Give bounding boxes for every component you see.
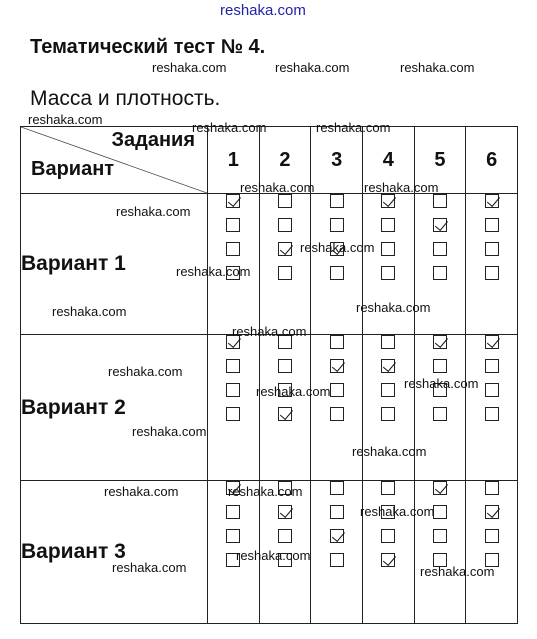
empty-checkbox[interactable]	[381, 242, 395, 256]
watermark: reshaka.com	[360, 504, 435, 519]
watermark: reshaka.com	[232, 324, 307, 339]
empty-checkbox[interactable]	[330, 553, 344, 567]
watermark: reshaka.com	[400, 60, 475, 75]
empty-checkbox[interactable]	[226, 359, 240, 373]
task-header: 2	[259, 127, 311, 194]
task-header: 4	[362, 127, 414, 194]
watermark-top: reshaka.com	[220, 2, 306, 19]
empty-checkbox[interactable]	[226, 529, 240, 543]
checked-checkbox[interactable]	[381, 359, 395, 373]
empty-checkbox[interactable]	[278, 266, 292, 280]
watermark: reshaka.com	[132, 424, 207, 439]
empty-checkbox[interactable]	[278, 529, 292, 543]
checked-checkbox[interactable]	[433, 335, 447, 349]
empty-checkbox[interactable]	[485, 266, 499, 280]
answer-cell	[259, 194, 311, 335]
checked-checkbox[interactable]	[381, 553, 395, 567]
watermark: reshaka.com	[104, 484, 179, 499]
empty-checkbox[interactable]	[381, 218, 395, 232]
header-variant-label: Вариант	[31, 158, 115, 180]
variant-label: Вариант 1	[21, 194, 208, 335]
empty-checkbox[interactable]	[433, 529, 447, 543]
empty-checkbox[interactable]	[433, 194, 447, 208]
task-header: 3	[311, 127, 363, 194]
checked-checkbox[interactable]	[278, 505, 292, 519]
empty-checkbox[interactable]	[330, 266, 344, 280]
empty-checkbox[interactable]	[226, 218, 240, 232]
checked-checkbox[interactable]	[485, 335, 499, 349]
empty-checkbox[interactable]	[278, 359, 292, 373]
page-subtitle: Масса и плотность.	[30, 87, 221, 110]
empty-checkbox[interactable]	[485, 481, 499, 495]
watermark: reshaka.com	[112, 560, 187, 575]
empty-checkbox[interactable]	[330, 335, 344, 349]
answer-cell	[466, 335, 518, 481]
watermark: reshaka.com	[52, 304, 127, 319]
checked-checkbox[interactable]	[433, 481, 447, 495]
watermark: reshaka.com	[275, 60, 350, 75]
watermark: reshaka.com	[240, 180, 315, 195]
empty-checkbox[interactable]	[485, 383, 499, 397]
empty-checkbox[interactable]	[226, 407, 240, 421]
checked-checkbox[interactable]	[278, 242, 292, 256]
empty-checkbox[interactable]	[381, 481, 395, 495]
checked-checkbox[interactable]	[485, 194, 499, 208]
empty-checkbox[interactable]	[381, 266, 395, 280]
variant-label: Вариант 3	[21, 481, 208, 624]
answer-cell	[311, 194, 363, 335]
watermark: reshaka.com	[108, 364, 183, 379]
watermark: reshaka.com	[176, 264, 251, 279]
empty-checkbox[interactable]	[330, 481, 344, 495]
empty-checkbox[interactable]	[330, 505, 344, 519]
empty-checkbox[interactable]	[330, 407, 344, 421]
empty-checkbox[interactable]	[485, 359, 499, 373]
empty-checkbox[interactable]	[485, 218, 499, 232]
checked-checkbox[interactable]	[330, 359, 344, 373]
task-header: 5	[414, 127, 466, 194]
task-header: 1	[208, 127, 260, 194]
task-header: 6	[466, 127, 518, 194]
checked-checkbox[interactable]	[330, 529, 344, 543]
empty-checkbox[interactable]	[433, 266, 447, 280]
watermark: reshaka.com	[28, 112, 103, 127]
watermark: reshaka.com	[152, 60, 227, 75]
empty-checkbox[interactable]	[381, 383, 395, 397]
watermark: reshaka.com	[236, 548, 311, 563]
watermark: reshaka.com	[420, 564, 495, 579]
answer-cell	[466, 481, 518, 624]
checked-checkbox[interactable]	[278, 407, 292, 421]
watermark: reshaka.com	[316, 120, 391, 135]
empty-checkbox[interactable]	[433, 242, 447, 256]
watermark: reshaka.com	[300, 240, 375, 255]
watermark: reshaka.com	[116, 204, 191, 219]
watermark: reshaka.com	[228, 484, 303, 499]
checked-checkbox[interactable]	[381, 194, 395, 208]
watermark: reshaka.com	[364, 180, 439, 195]
checked-checkbox[interactable]	[485, 505, 499, 519]
variant-row	[21, 335, 518, 481]
empty-checkbox[interactable]	[226, 505, 240, 519]
empty-checkbox[interactable]	[330, 218, 344, 232]
empty-checkbox[interactable]	[485, 529, 499, 543]
answer-cell	[311, 481, 363, 624]
empty-checkbox[interactable]	[433, 359, 447, 373]
empty-checkbox[interactable]	[226, 242, 240, 256]
variant-label: Вариант 2	[21, 335, 208, 481]
empty-checkbox[interactable]	[485, 242, 499, 256]
answer-cell	[414, 481, 466, 624]
empty-checkbox[interactable]	[433, 407, 447, 421]
watermark: reshaka.com	[192, 120, 267, 135]
checked-checkbox[interactable]	[433, 218, 447, 232]
empty-checkbox[interactable]	[226, 383, 240, 397]
watermark: reshaka.com	[352, 444, 427, 459]
watermark: reshaka.com	[356, 300, 431, 315]
header-tasks-label: Задания	[111, 129, 195, 151]
answer-cell	[466, 194, 518, 335]
empty-checkbox[interactable]	[485, 407, 499, 421]
watermark: reshaka.com	[404, 376, 479, 391]
checked-checkbox[interactable]	[226, 194, 240, 208]
empty-checkbox[interactable]	[330, 383, 344, 397]
empty-checkbox[interactable]	[278, 218, 292, 232]
corner-header	[21, 127, 208, 194]
empty-checkbox[interactable]	[433, 505, 447, 519]
empty-checkbox[interactable]	[278, 194, 292, 208]
empty-checkbox[interactable]	[381, 335, 395, 349]
answer-cell	[259, 335, 311, 481]
answer-cell	[362, 481, 414, 624]
answer-cell	[208, 335, 260, 481]
empty-checkbox[interactable]	[381, 407, 395, 421]
empty-checkbox[interactable]	[381, 529, 395, 543]
page-title: Тематический тест № 4.	[30, 36, 266, 58]
watermark: reshaka.com	[256, 384, 331, 399]
empty-checkbox[interactable]	[330, 194, 344, 208]
